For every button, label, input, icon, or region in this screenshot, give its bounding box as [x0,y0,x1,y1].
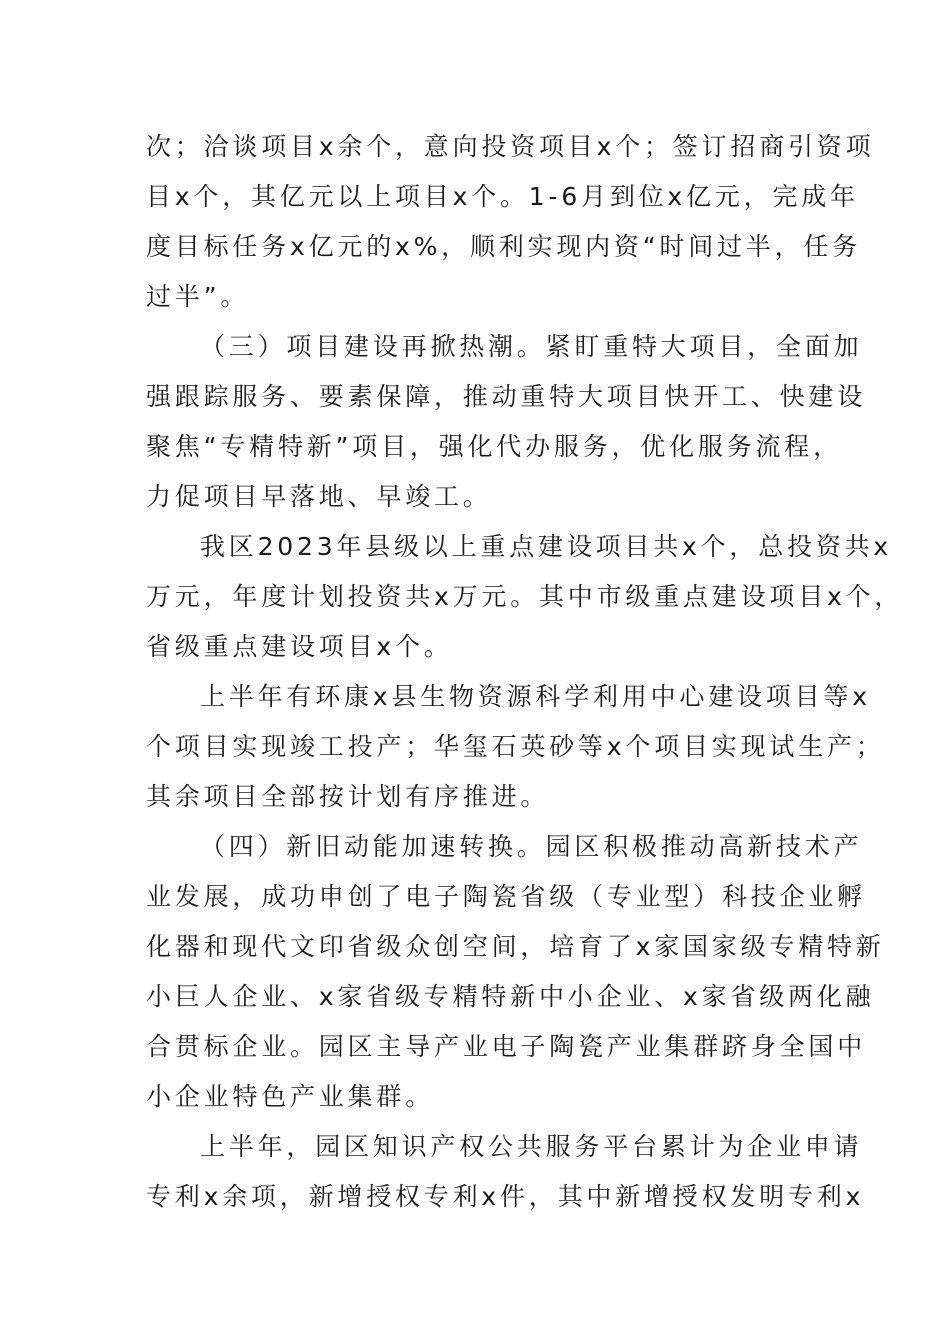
text-line: 强跟踪服务、要素保障，推动重特大项目快开工、快建设 [146,382,867,411]
text-line: 个项目实现竣工投产；华玺石英砂等x个项目实现试生产； [146,732,885,761]
text-line: 省级重点建设项目x个。 [146,632,453,661]
paragraph-investment-summary [146,122,875,322]
text-line: 目x个，其亿元以上项目x个。1-6月到位x亿元，完成年 [146,182,859,211]
text-line: 度目标任务x亿元的x%，顺利实现内资“时间过半，任务 [146,232,862,261]
text-line: 次；洽谈项目x余个，意向投资项目x个；签订招商引资项 [146,132,875,161]
text-line: 专利x余项，新增授权专利x件，其中新增授权发明专利x [146,1182,865,1211]
text-line: 上半年，园区知识产权公共服务平台累计为企业申请 [200,1132,863,1161]
text-line: 万元，年度计划投资共x万元。其中市级重点建设项目x个， [146,582,904,611]
text-line: 其余项目全部按计划有序推进。 [146,782,550,811]
paragraph-key-projects [146,522,904,672]
text-line: 业发展，成功申创了电子陶瓷省级（专业型）科技企业孵 [146,882,867,911]
text-line: 合贯标企业。园区主导产业电子陶瓷产业集群跻身全国中 [146,1032,867,1061]
text-line: （四）新旧动能加速转换。园区积极推动高新技术产 [200,832,863,861]
text-line: 上半年有环康x县生物资源科学利用中心建设项目等x [200,682,871,711]
paragraph-new-drivers [146,822,885,1122]
paragraph-intellectual-property [146,1122,865,1222]
text-line: 聚焦“专精特新”项目，强化代办服务，优化服务流程， [146,432,842,461]
text-line: 力促项目早落地、早竣工。 [146,482,492,511]
paragraph-project-construction [146,322,867,522]
document-body [146,122,904,1222]
text-line: 化器和现代文印省级众创空间，培育了x家国家级专精特新 [146,932,885,961]
text-line: 小企业特色产业集群。 [146,1082,435,1111]
paragraph-first-half-progress [146,672,885,822]
text-line: 过半”。 [146,282,250,311]
text-line: 我区2023年县级以上重点建设项目共x个，总投资共x [200,532,893,561]
text-line: （三）项目建设再掀热潮。紧盯重特大项目，全面加 [200,332,863,361]
text-line: 小巨人企业、x家省级专精特新中小企业、x家省级两化融 [146,982,875,1011]
